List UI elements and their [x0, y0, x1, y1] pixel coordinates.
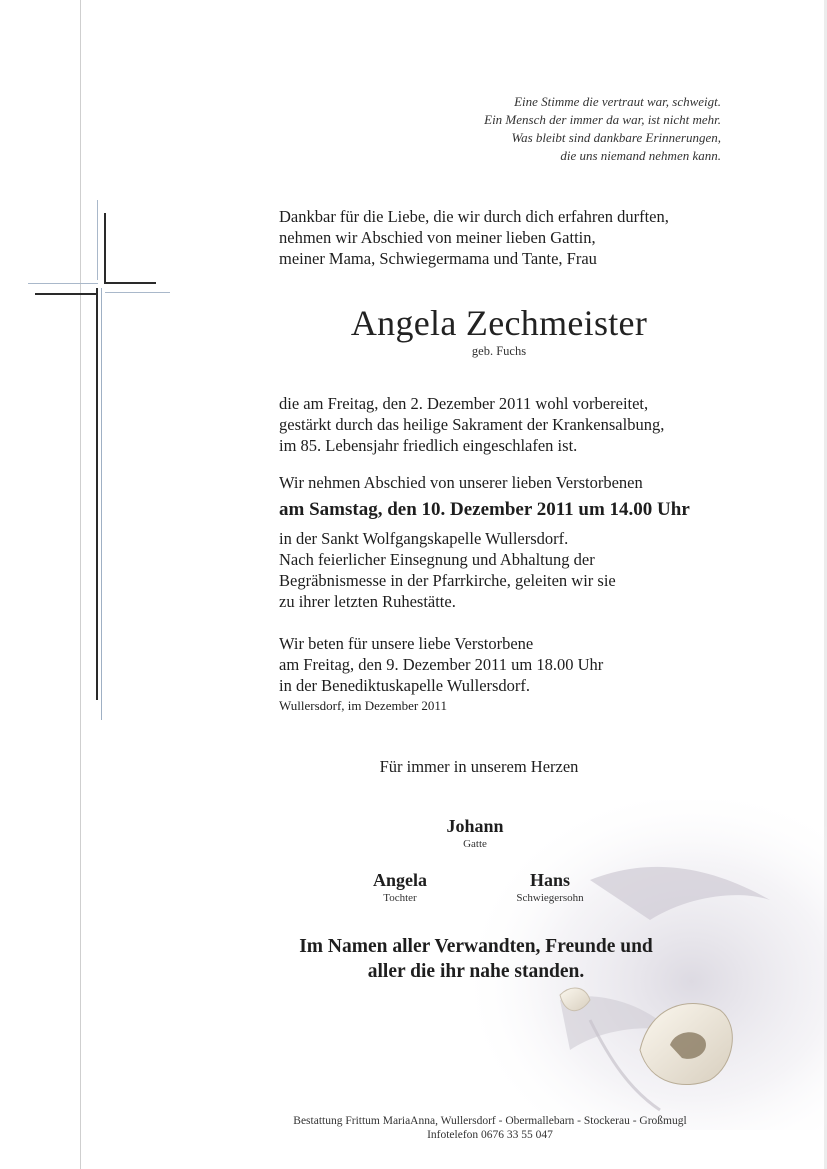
text-line: die am Freitag, den 2. Dezember 2011 wohl vorbereitet,: [279, 394, 649, 413]
footer: [230, 1114, 750, 1142]
text-line: im 85. Lebensjahr friedlich eingeschlafen ist.: [279, 436, 578, 455]
poem-line: die uns niemand nehmen kann.: [560, 148, 721, 163]
mourner-role: Schwiegersohn: [516, 892, 584, 904]
text-line: Im Namen aller Verwandten, Freunde und: [299, 936, 653, 957]
closing-statement: [256, 934, 696, 984]
mourner-name: Angela: [373, 870, 427, 890]
poem-line: Was bleibt sind dankbare Erinnerungen,: [511, 130, 721, 145]
mourner-role: Tochter: [383, 892, 417, 904]
text-line: aller die ihr nahe standen.: [367, 961, 585, 982]
text-line: gestärkt durch das heilige Sakrament der Krankensalbung,: [279, 415, 665, 434]
text-line: zu ihrer letzten Ruhestätte.: [279, 592, 456, 611]
mourner-hans: [470, 869, 630, 905]
poem-line: Ein Mensch der immer da war, ist nicht mehr.: [484, 112, 721, 127]
text-line: meiner Mama, Schwiegermama und Tante, Frau: [279, 249, 597, 268]
text-line: nehmen wir Abschied von meiner lieben Gattin,: [279, 228, 596, 247]
text-line: Nach feierlicher Einsegnung und Abhaltung der: [279, 550, 595, 569]
mourner-johann: [395, 815, 555, 851]
text-line: in der Sankt Wolfgangskapelle Wullersdorf.: [279, 529, 569, 548]
funeral-home: Bestattung Frittum MariaAnna, Wullersdorf - Obermallebarn - Stockerau - Großmugl: [293, 1115, 687, 1127]
prayer-details: [279, 633, 603, 696]
intro-text: [279, 206, 669, 269]
text-line: in der Benediktuskapelle Wullersdorf.: [279, 676, 531, 695]
info-phone: Infotelefon 0676 33 55 047: [427, 1129, 553, 1141]
poem-line: Eine Stimme die vertraut war, schweigt.: [514, 94, 721, 109]
death-notice: [279, 393, 664, 456]
mourner-name: Johann: [446, 816, 504, 836]
forever-line: Für immer in unserem Herzen: [379, 757, 579, 776]
text-line: Begräbnismesse in der Pfarrkirche, geleiten wir sie: [279, 571, 616, 590]
birth-name: geb. Fuchs: [471, 344, 527, 358]
mourner-role: Gatte: [463, 838, 487, 850]
service-details: [279, 528, 616, 612]
farewell-intro: Wir nehmen Abschied von unserer lieben Verstorbenen: [279, 473, 643, 492]
mourner-angela: [320, 869, 480, 905]
mourner-name: Hans: [529, 870, 571, 890]
text-line: Wir beten für unsere liebe Verstorbene: [279, 634, 534, 653]
place-and-date: Wullersdorf, im Dezember 2011: [279, 698, 447, 713]
poem: [484, 93, 721, 165]
text-line: Dankbar für die Liebe, die wir durch dich erfahren durften,: [279, 207, 669, 226]
funeral-date: am Samstag, den 10. Dezember 2011 um 14.00 Uhr: [279, 499, 690, 520]
text-line: am Freitag, den 9. Dezember 2011 um 18.00 Uhr: [279, 655, 604, 674]
cross-icon: [0, 0, 200, 720]
deceased-name: Angela Zechmeister: [350, 303, 648, 343]
